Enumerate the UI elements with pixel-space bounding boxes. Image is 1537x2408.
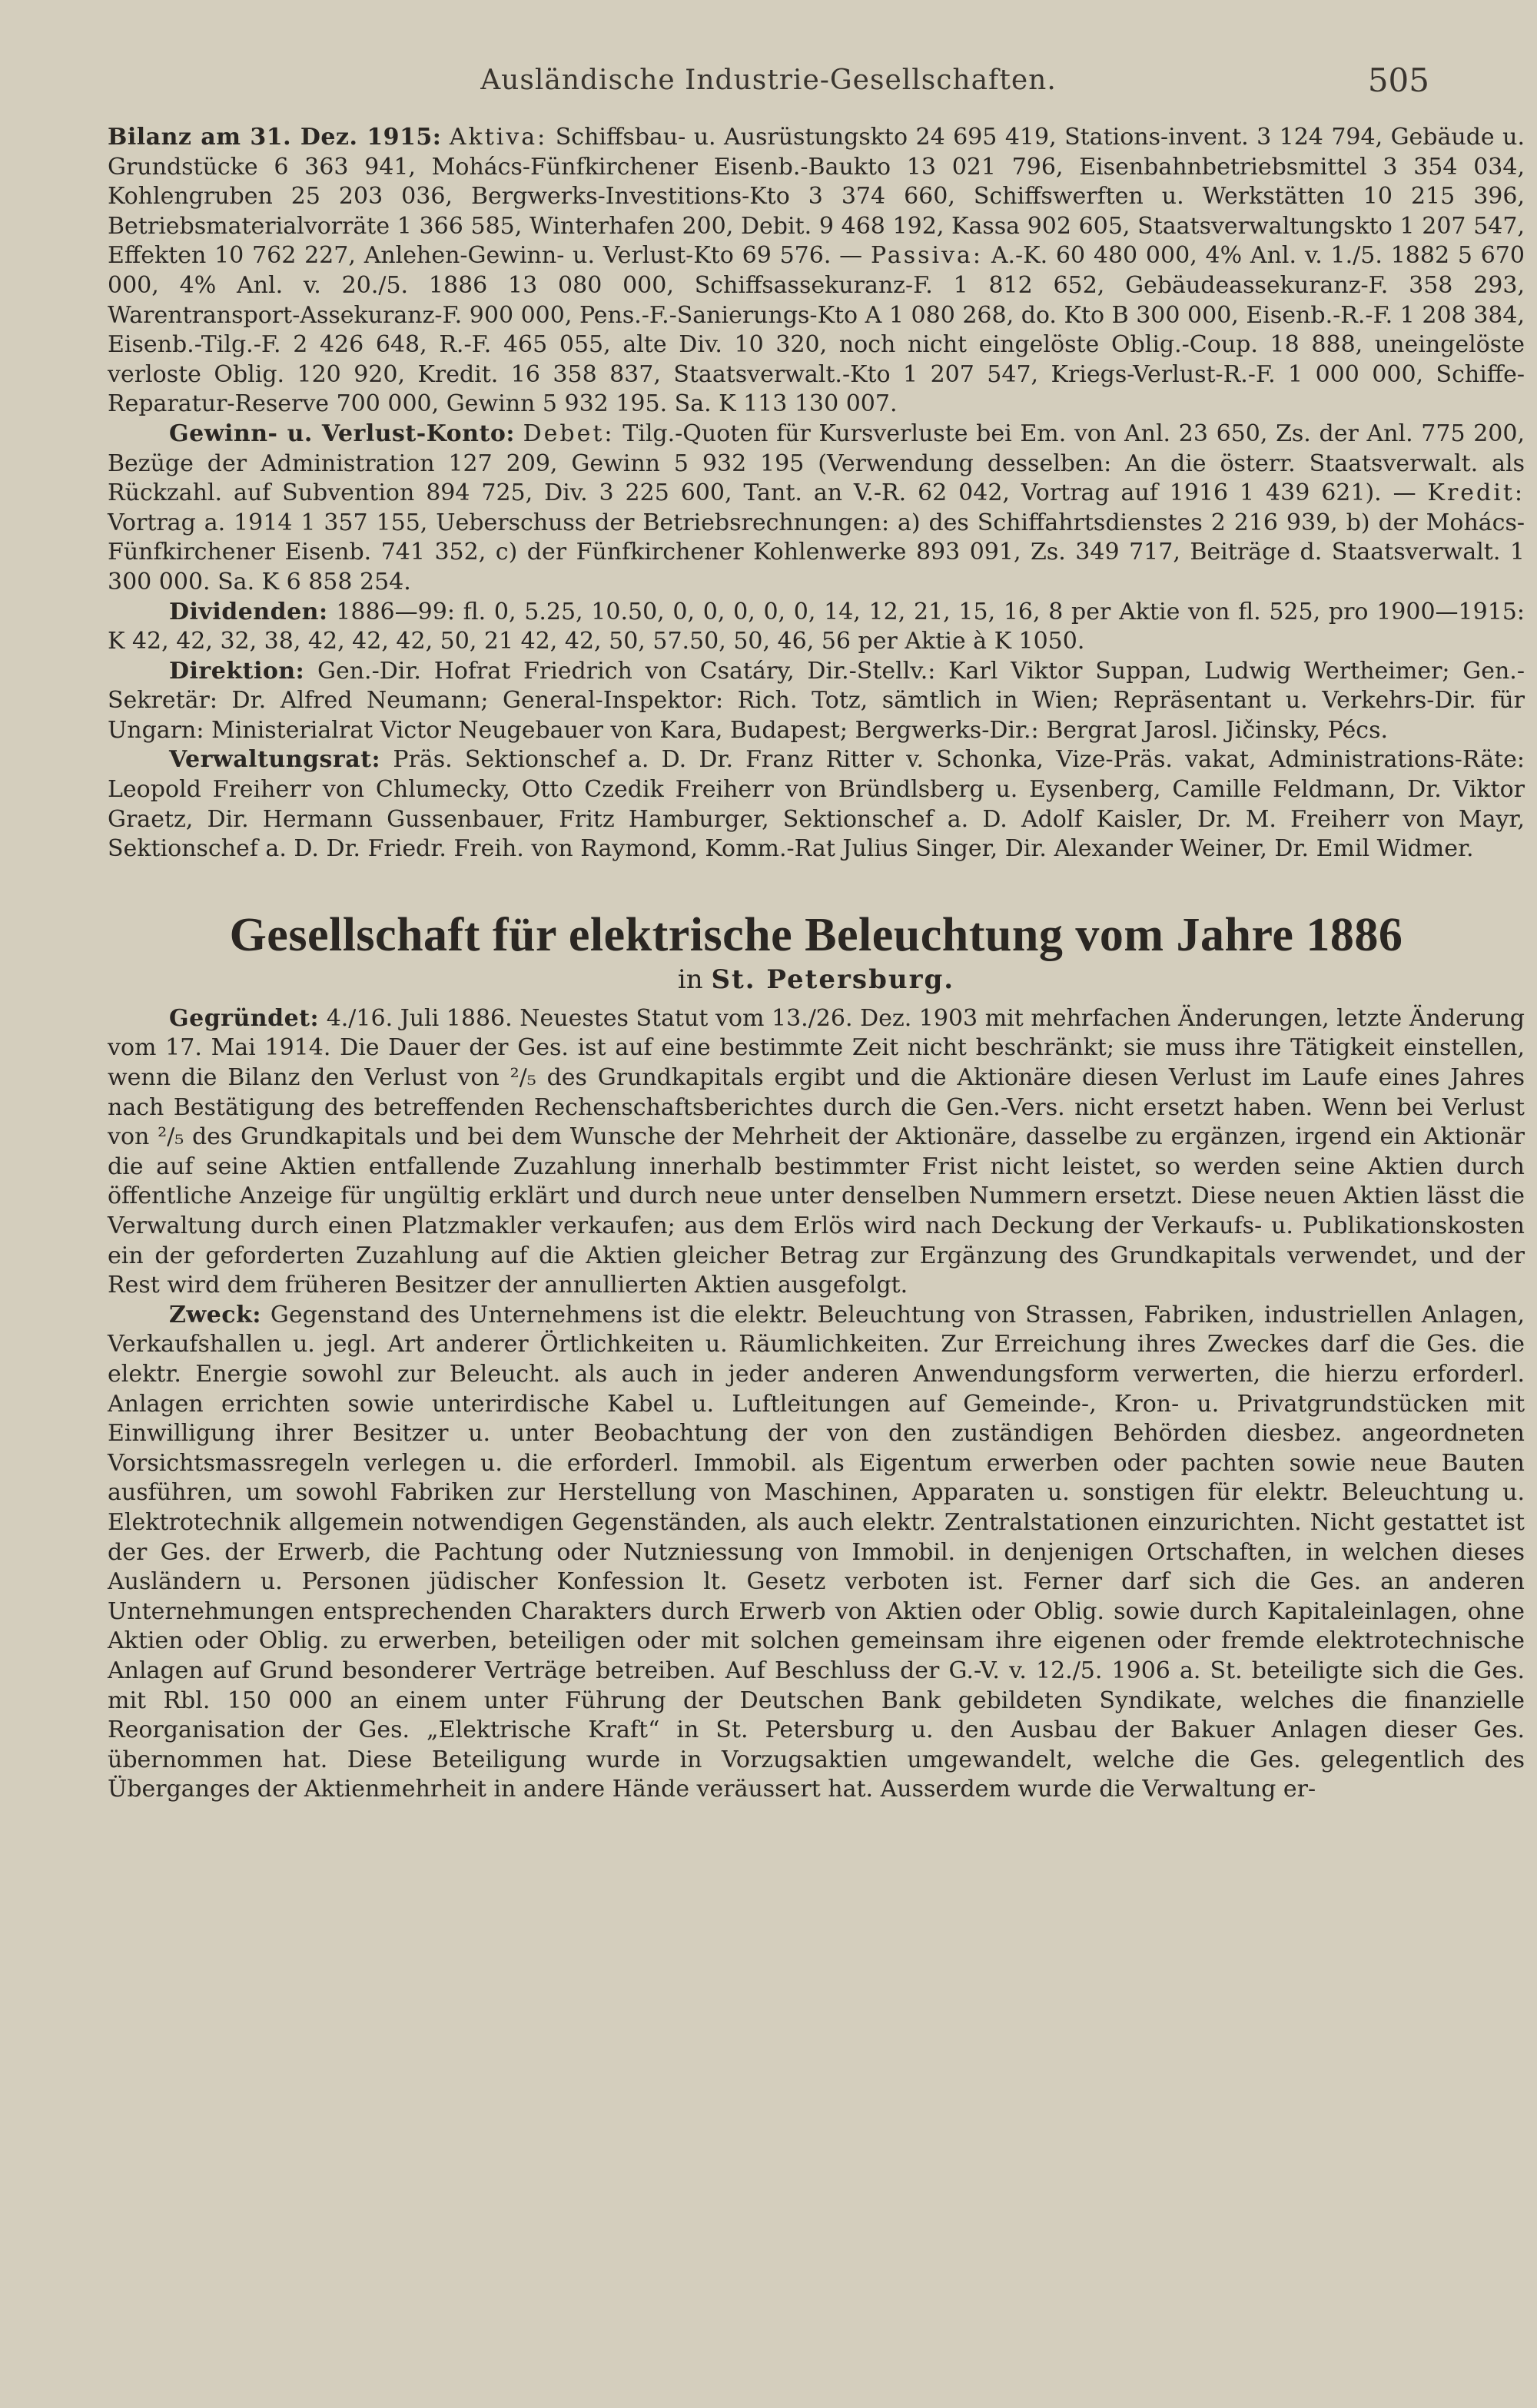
gegruendet-text: 4./16. Juli 1886. Neuestes Statut vom 13./26. Dez. 1903 mit mehrfachen Änderungen, letzte Änderung vom 17. Mai 1914. Die Dauer der Ges. ist auf eine bestimmte Zeit nicht beschränkt; sie muss ihre Tätigkeit einstellen, wenn die Bilanz den Verlust von ²/₅ des Grundkapitals ergibt und die Aktionäre diesen Verlust im Laufe eines Jahres nach Bestätigung des betreffenden Rechenschaftsberichtes durch die Gen.-Vers. nicht ersetzt haben. Wenn bei Verlust von ²/₅ des Grundkapitals und bei dem Wunsche der Mehrheit der Aktionäre, dasselbe zu ergänzen, irgend ein Aktionär die auf seine Aktien entfallende Zuzahlung innerhalb bestimmter Frist nicht leistet, so werden seine Aktien durch öffentliche Anzeige für ungültig erklärt und durch neue unter denselben Nummern ersetzt. Diese neuen Aktien lässt die Verwaltung durch einen Platzmakler verkaufen; aus dem Erlös wird nach Deckung der Verkaufs- u. Publikationskosten ein der geforderten Zuzahlung auf die Aktien gleicher Betrag zur Ergänzung des Grundkapitals verwendet, und der Rest wird dem früheren Besitzer der annullierten Aktien ausgefolgt. [108,1004,1525,1299]
kredit-text: Vortrag a. 1914 1 357 155, Ueberschuss der Betriebsrechnungen: a) des Schiffahrtsdienstes 2 216 939, b) der Mohács-Fünfkirchener Eisenb. 741 352, c) der Fünfkirchener Kohlenwerke 893 091, Zs. 349 717, Beiträge d. Staatsverwalt. 1 300 000. Sa. K 6 858 254. [108,509,1525,595]
passiva-label: Passiva: [870,242,984,270]
direktion-paragraph [108,657,1525,746]
page-content [108,123,1525,1805]
gegruendet-paragraph [108,1004,1525,1301]
guv-label: Gewinn- u. Verlust-Konto: [169,420,515,447]
bilanz-paragraph [108,123,1525,420]
page-number: 505 [1367,61,1429,99]
document-page [54,0,1525,2408]
aktiva-label: Aktiva: [449,124,548,151]
kredit-label: Kredit: [1427,479,1525,507]
dividenden-label: Dividenden: [169,598,328,625]
debet-label: Debet: [523,420,615,447]
zweck-label: Zweck: [169,1301,261,1328]
zweck-paragraph [108,1301,1525,1805]
dividenden-text: 1886—99: fl. 0, 5.25, 10.50, 0, 0, 0, 0, 0, 14, 12, 21, 15, 16, 8 per Aktie von fl. 525, pro 1900—1915: K 42, 42, 32, 38, 42, 42, 42, 50, 21 42, 42, 50, 57.50, 50, 46, 56 per Aktie à K 1050. [108,598,1525,655]
company-city: St. Petersburg. [711,964,955,995]
bilanz-label: Bilanz am 31. Dez. 1915: [108,124,442,151]
running-head [108,61,1429,106]
direktion-text: Gen.-Dir. Hofrat Friedrich von Csatáry, Dir.-Stellv.: Karl Viktor Suppan, Ludwig Wertheimer; Gen.-Sekretär: Dr. Alfred Neumann; General-Inspektor: Rich. Totz, sämtlich in Wien; Repräsentant u. Verkehrs-Dir. für Ungarn: Ministerialrat Victor Neugebauer von Kara, Budapest; Bergwerks-Dir.: Bergrat Jarosl. Jičinsky, Pécs. [108,657,1525,744]
zweck-text: Gegenstand des Unternehmens ist die elektr. Beleuchtung von Strassen, Fabriken, industriellen Anlagen, Verkaufshallen u. jegl. Art anderer Örtlichkeiten u. Räumlichkeiten. Zur Erreichung ihres Zweckes darf die Ges. die elektr. Energie sowohl zur Beleucht. als auch in jeder anderen Anwendungsform verwerten, die hierzu erforderl. Anlagen errichten sowie unterirdische Kabel u. Luftleitungen auf Gemeinde-, Kron- u. Privatgrundstücken mit Einwilligung ihrer Besitzer u. unter Beobachtung der von den zuständigen Behörden diesbez. angeordneten Vorsichtsmassregeln verlegen u. die erforderl. Immobil. als Eigentum erwerben oder pachten sowie neue Bauten ausführen, um sowohl Fabriken zur Herstellung von Maschinen, Apparaten u. sonstigen für elektr. Beleuchtung u. Elektrotechnik allgemein notwendigen Gegenständen, als auch elektr. Zentralstationen einzurichten. Nicht gestattet ist der Ges. der Erwerb, die Pachtung oder Nutzniessung von Immobil. in denjenigen Ortschaften, in welchen dieses Ausländern u. Personen jüdischer Konfession lt. Gesetz verboten ist. Ferner darf sich die Ges. an anderen Unternehmungen entsprechenden Charakters durch Erwerb von Aktien oder Oblig. sowie durch Kapitaleinlagen, ohne Aktien oder Oblig. zu erwerben, beteiligen oder mit solchen gemeinsam ihre eigenen oder fremde elektrotechnische Anlagen auf Grund besonderer Verträge betreiben. Auf Beschluss der G.-V. v. 12./5. 1906 a. St. beteiligte sich die Ges. mit Rbl. 150 000 an einem unter Führung der Deutschen Bank gebildeten Syndikate, welches die finanzielle Reorganisation der Ges. „Elektrische Kraft“ in St. Petersburg u. den Ausbau der Bakuer Anlagen dieser Ges. übernommen hat. Diese Beteiligung wurde in Vorzugsaktien umgewandelt, welche die Ges. gelegentlich des Überganges der Aktienmehrheit in andere Hände veräussert hat. Ausserdem wurde die Verwaltung er- [108,1301,1525,1803]
running-title: Ausländische Industrie-Gesellschaften. [480,65,1057,96]
direktion-label: Direktion: [169,657,305,685]
dividenden-paragraph [108,598,1525,657]
verwaltungsrat-label: Verwaltungsrat: [169,746,381,774]
verwaltungsrat-text: Präs. Sektionschef a. D. Dr. Franz Ritter v. Schonka, Vize-Präs. vakat, Administrations-Räte: Leopold Freiherr von Chlumecky, Otto Czedik Freiherr von Bründlsberg u. Eysenberg, Camille Feldmann, Dr. Viktor Graetz, Dir. Hermann Gussenbauer, Fritz Hamburger, Sektionschef a. D. Adolf Kaisler, Dr. M. Freiherr von Mayr, Sektionschef a. D. Dr. Friedr. Freih. von Raymond, Komm.-Rat Julius Singer, Dir. Alexander Weiner, Dr. Emil Widmer. [108,746,1525,863]
company-subtitle [108,963,1525,997]
section-gap [108,864,1525,907]
passiva-text: A.-K. 60 480 000, 4% Anl. v. 1./5. 1882 5 670 000, 4% Anl. v. 20./5. 1886 13 080 000, Schiffsassekuranz-F. 1 812 652, Gebäudeassekuranz-F. 358 293, Warentransport-Assekuranz-F. 900 000, Pens.-F.-Sanierungs-Kto A 1 080 268, do. Kto B 300 000, Eisenb.-R.-F. 1 208 384, Eisenb.-Tilg.-F. 2 426 648, R.-F. 465 055, alte Div. 10 320, noch nicht eingelöste Oblig.-Coup. 18 888, uneingelöste verloste Oblig. 120 920, Kredit. 16 358 837, Staatsverwalt.-Kto 1 207 547, Kriegs-Verlust-R.-F. 1 000 000, Schiffe-Reparatur-Reserve 700 000, Gewinn 5 932 195. Sa. K 113 130 007. [108,242,1525,418]
aktiva-text: Schiffsbau- u. Ausrüstungskto 24 695 419, Stations-invent. 3 124 794, Gebäude u. Grundstücke 6 363 941, Mohács-Fünfkirchener Eisenb.-Baukto 13 021 796, Eisenbahnbetriebsmittel 3 354 034, Kohlengruben 25 203 036, Bergwerks-Investitions-Kto 3 374 660, Schiffswerften u. Werkstätten 10 215 396, Betriebsmaterialvorräte 1 366 585, Winterhafen 200, Debit. 9 468 192, Kassa 902 605, Staatsverwaltungskto 1 207 547, Effekten 10 762 227, Anlehen-Gewinn- u. Verlust-Kto 69 576. — [108,124,1525,270]
company-subtitle-prefix: in [677,964,703,995]
company-title: Gesellschaft für elektrische Beleuchtung vom Jahre 1886 [229,908,1403,961]
debet-text: Tilg.-Quoten für Kursverluste bei Em. von Anl. 23 650, Zs. der Anl. 775 200, Bezüge der Administration 127 209, Gewinn 5 932 195 (Verwendung desselben: An die österr. Staatsverwalt. als Rückzahl. auf Subvention 894 725, Div. 3 225 600, Tant. an V.-R. 62 042, Vortrag auf 1916 1 439 621). — [108,420,1525,507]
guv-paragraph [108,420,1525,598]
verwaltungsrat-paragraph [108,745,1525,864]
gegruendet-label: Gegründet: [169,1004,320,1032]
